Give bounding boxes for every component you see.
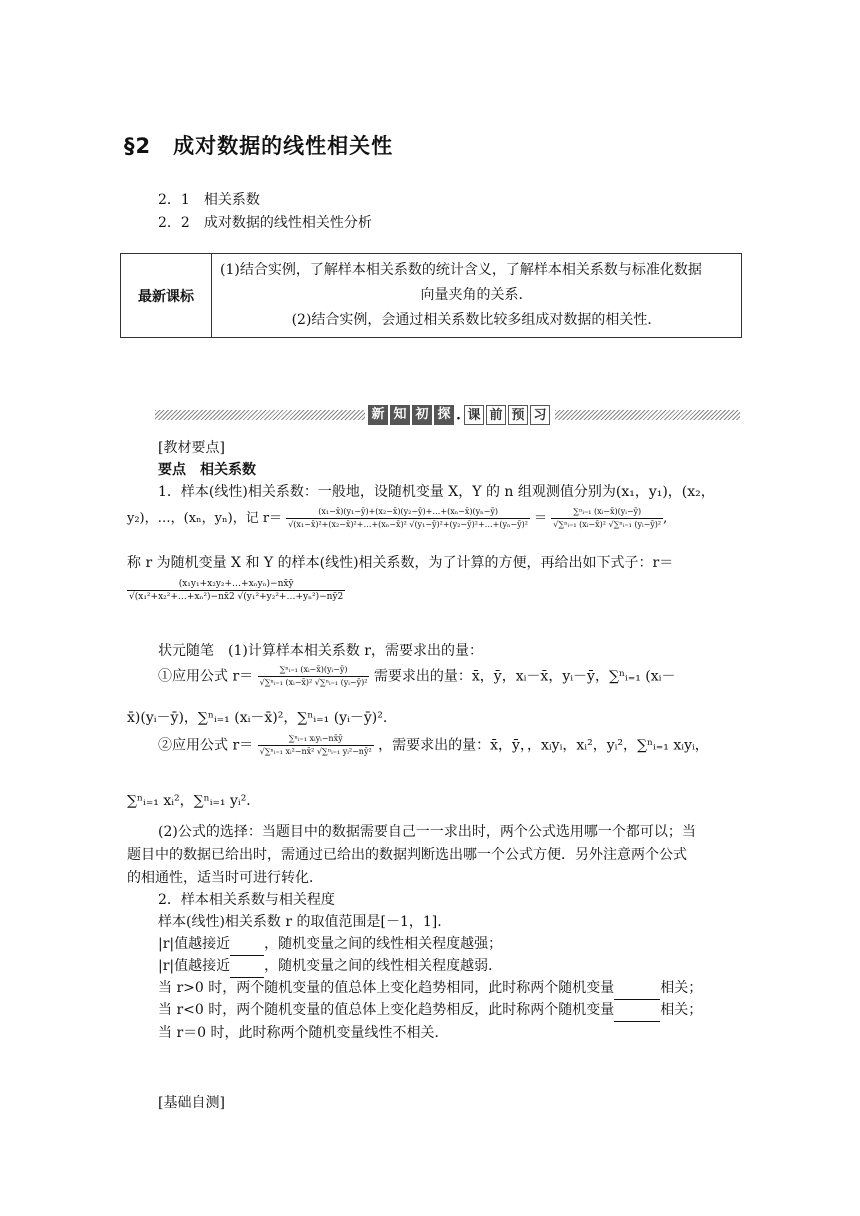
formula-1-numerator: (x₁−x̄)(y₁−ȳ)+(x₂−x̄)(y₂−ȳ)+…+(xₙ−x̄)(yₙ−ȳ) (286, 506, 530, 519)
page-title: §2 成对数据的线性相关性 (124, 134, 394, 158)
note-heading: 状元随笔 (1)计算样本相关系数 r，需要求出的量： (158, 643, 483, 659)
banner-char: 初 (412, 405, 432, 425)
answer-blank[interactable] (230, 955, 264, 978)
standards-line-2: 向量夹角的关系． (420, 287, 533, 303)
note-2-tail: ，需要求出的量：x̄，ȳ，，xᵢyᵢ，xᵢ²，yᵢ²，∑ⁿᵢ₌₁ xᵢyᵢ， (378, 737, 709, 754)
self-test-tag: [基础自测] (158, 1095, 225, 1111)
para-1-line-3: 称 r 为随机变量 X 和 Y 的样本(线性)相关系数，为了计算的方便，再给出如下式子：r＝ (127, 555, 674, 571)
para-2-line-1: (2)公式的选择：当题目中的数据需要自己一一求出时，两个公式选用哪一个都可以；当 (158, 824, 696, 840)
note-2-line-2: ∑ⁿᵢ₌₁ xᵢ²，∑ⁿᵢ₌₁ yᵢ²． (127, 793, 261, 809)
note-1 (158, 664, 675, 689)
answer-blank[interactable] (230, 933, 264, 956)
note-2-formula-numerator: ∑ⁿᵢ₌₁ xᵢyᵢ−nx̄ȳ (258, 733, 374, 746)
standards-line-3: (2)结合实例，会通过相关系数比较多组成对数据的相关性． (291, 312, 662, 328)
fill-line-weak (158, 955, 502, 978)
note-2-formula-denominator: √∑ⁿᵢ₌₁ xᵢ²−nx̄² √∑ⁿᵢ₌₁ yᵢ²−nȳ² (259, 747, 372, 756)
curriculum-standards-table (120, 253, 742, 338)
note-1-lead: ①应用公式 r＝ (158, 668, 254, 685)
formula-3-fraction (127, 578, 345, 603)
subsection-2: 2．2 成对数据的线性相关性分析 (158, 215, 372, 231)
fill-line-positive-lead: 当 r>0 时，两个随机变量的值总体上变化趋势相同，此时称两个随机变量 (158, 980, 615, 996)
fill-line-strong (158, 933, 502, 956)
note-1-formula-denominator: √∑ⁿᵢ₌₁ (xᵢ−x̄)² √∑ⁿᵢ₌₁ (yᵢ−ȳ)² (259, 678, 368, 687)
answer-blank[interactable] (614, 999, 660, 1022)
note-2-lead: ②应用公式 r＝ (158, 737, 254, 754)
fill-line-strong-tail: ，随机变量之间的线性相关程度越强； (264, 936, 503, 952)
note-1-formula (258, 664, 370, 689)
banner-char: 新 (368, 405, 388, 425)
fill-line-negative (158, 999, 702, 1022)
formula-1 (286, 506, 530, 531)
formula-2-denominator: √∑ⁿᵢ₌₁ (xᵢ−x̄)² √∑ⁿᵢ₌₁ (yᵢ−ȳ)² (553, 520, 662, 529)
formula-1-denominator: √(x₁−x̄)²+(x₂−x̄)²+…+(xₙ−x̄)² √(y₁−ȳ)²+(y₂−ȳ)²+…+(yₙ−ȳ)² (288, 520, 528, 529)
banner-char: 知 (390, 405, 410, 425)
note-1-tail: 需要求出的量：x̄，ȳ，xᵢ－x̄，yᵢ－ȳ，∑ⁿᵢ₌₁ (xᵢ－ (373, 668, 676, 685)
section-banner (155, 405, 740, 427)
note-1-formula-numerator: ∑ⁿᵢ₌₁ (xᵢ−x̄)(yᵢ−ȳ) (258, 664, 370, 677)
standards-content (212, 254, 742, 338)
banner-dot: · (456, 411, 461, 427)
para-1-line-2: y₂)，…，(xₙ，yₙ)，记 r＝ $\frac{\text{(x₁−x̄)(y₁−ȳ)+(x₂−x̄)(y₂−ȳ)+…+(xₙ−x̄)(yₙ−ȳ)}}{\text{√(x₁−x̄)²+(x₂−x̄)²+…+(xₙ−x̄)² √(y₁−ȳ)²+(y₂−ȳ)²+…+(yₙ−ȳ)²}}$ ＝ $\frac{\text{∑ⁿᵢ₌₁ (xᵢ−x̄)(yᵢ−ȳ)}}{\text{√∑ⁿᵢ₌₁ (xᵢ−x̄)² √∑ⁿᵢ₌₁ (yᵢ−ȳ)²}}$ , (127, 507, 668, 529)
section-2-heading: 2．样本相关系数与相关程度 (158, 892, 335, 908)
fill-line-positive (158, 977, 702, 1000)
fill-line-weak-tail: ，随机变量之间的线性相关程度越弱． (264, 958, 503, 974)
zero-correlation-line: 当 r＝0 时，此时称两个随机变量线性不相关． (158, 1025, 449, 1041)
banner-char: 预 (508, 405, 528, 425)
note-2-formula (258, 733, 374, 758)
banner-char: 前 (486, 405, 506, 425)
para-1-line-1: 1．样本(线性)相关系数：一般地，设随机变量 X，Y 的 n 组观测值分别为(x₁，y₁)，(x₂， (158, 484, 715, 500)
note-2 (158, 733, 709, 758)
formula-2-numerator: ∑ⁿᵢ₌₁ (xᵢ−x̄)(yᵢ−ȳ) (551, 506, 663, 519)
formula-2 (551, 506, 663, 531)
fill-line-negative-tail: 相关； (660, 1002, 703, 1018)
subsection-1: 2．1 相关系数 (158, 192, 260, 208)
fill-line-positive-tail: 相关； (660, 980, 703, 996)
answer-blank[interactable] (614, 977, 660, 1000)
banner-char: 探 (434, 405, 454, 425)
banner-hatch-left (155, 410, 365, 420)
para-1-lead: y₂)，…，(xₙ，yₙ)，记 r＝ (127, 511, 283, 526)
para-2-line-2: 题目中的数据已给出时，需通过已给出的数据判断选出哪一个公式方便．另外注意两个公式 (127, 847, 687, 863)
fill-line-strong-lead: |r|值越接近 (158, 936, 231, 952)
formula-3 (127, 578, 345, 603)
formula-3-denominator: √(x₁²+x₂²+…+xₙ²)−nx̄2 √(y₁²+y₂²+…+yₙ²)−nȳ2 (129, 592, 344, 602)
note-1-line-2: x̄)(yᵢ－ȳ)，∑ⁿᵢ₌₁ (xᵢ－x̄)²，∑ⁿᵢ₌₁ (yᵢ－ȳ)². (127, 710, 388, 726)
para-2-line-3: 的相通性，适当时可进行转化． (127, 870, 323, 886)
banner-char: 习 (530, 405, 550, 425)
formula-3-numerator: (x₁y₁+x₂y₂+…+xₙyₙ)−nx̄ȳ (127, 578, 345, 591)
banner-char: 课 (464, 405, 484, 425)
standards-line-1: (1)结合实例，了解样本相关系数的统计含义，了解样本相关系数与标准化数据 (220, 262, 702, 278)
fill-line-weak-lead: |r|值越接近 (158, 958, 231, 974)
section-tag: [教材要点] (158, 440, 225, 456)
banner-hatch-right (555, 410, 740, 420)
fill-line-negative-lead: 当 r<0 时，两个随机变量的值总体上变化趋势相反，此时称两个随机变量 (158, 1002, 615, 1018)
standards-label: 最新课标 (121, 254, 212, 338)
section-2-range: 样本(线性)相关系数 r 的取值范围是[－1，1]. (158, 914, 442, 930)
point-heading: 要点 相关系数 (158, 462, 256, 478)
